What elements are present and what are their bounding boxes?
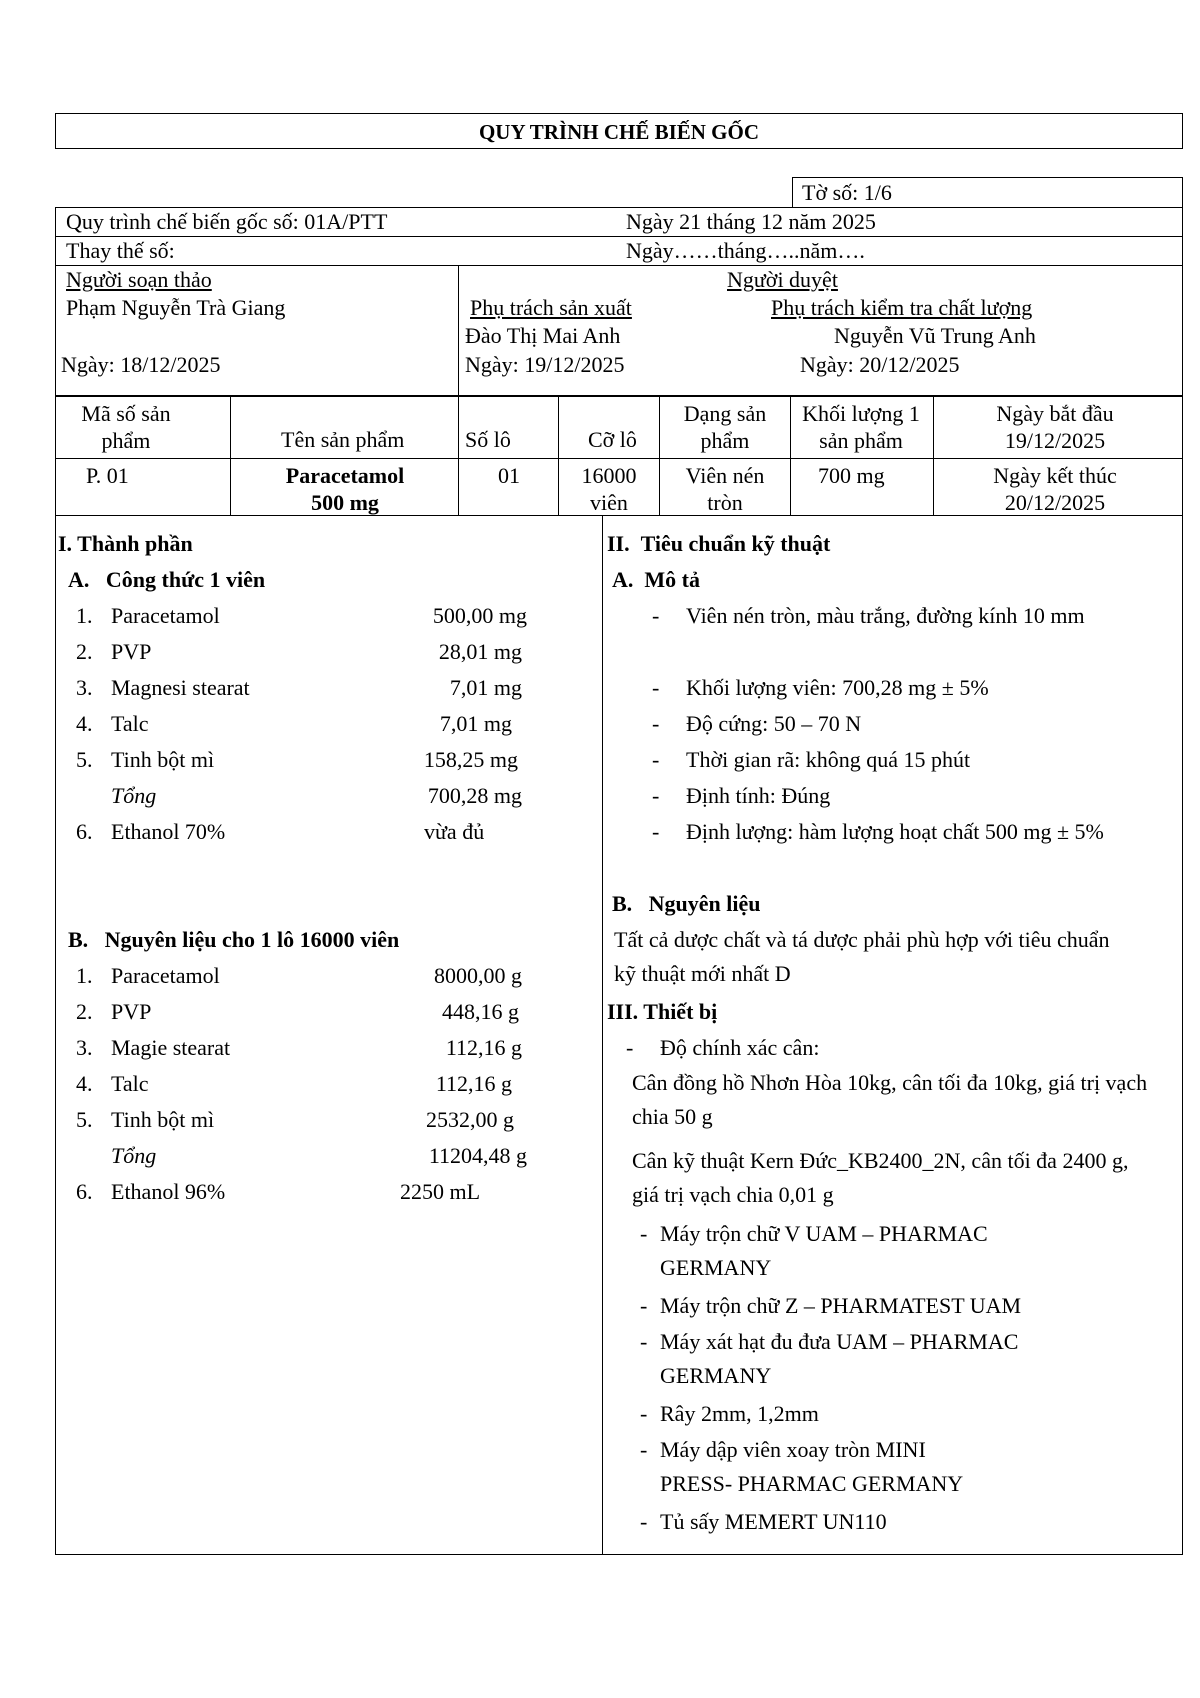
bullet-dash: - [652,711,660,736]
drafter-date: Ngày: 18/12/2025 [61,352,221,377]
equipment-title: III. Thiết bị [607,999,718,1024]
batch-row [0,998,600,1026]
ingredient-name: Ethanol 96% [111,1179,226,1204]
ingredient-amount: vừa đủ [424,819,485,844]
product-name: Paracetamol 500 mg [285,463,405,515]
header-mass: Khối lượng 1 sản phẩm [802,401,920,453]
drafter-title: Người soạn thảo [66,267,212,292]
row-number: 3. [76,675,93,700]
composition-title: I. Thành phần [58,531,193,556]
scale-1: Cân đồng hồ Nhơn Hòa 10kg, cân tối đa 10kg, giá trị vạch chia 50 g [632,1070,1148,1129]
bullet-dash: - [652,747,660,772]
bullet-dash: - [640,1293,648,1318]
header-product-name: Tên sản phẩm [281,427,405,452]
batch-row [0,1178,600,1206]
ingredient-amount: 7,01 mg [439,711,512,736]
ingredient-name: PVP [111,999,152,1024]
col-divider [790,396,791,516]
qc-title: Phụ trách kiểm tra chất lượng [771,295,1033,320]
ingredient-amount: 11204,48 g [428,1143,527,1168]
ingredient-amount: 112,16 g [445,1035,522,1060]
batch-row [0,1070,600,1098]
bullet-dash: - [640,1221,648,1246]
product-batch-size: 16000 viên [581,463,637,515]
batch-total-row [0,1142,600,1170]
col-divider [659,396,660,516]
batch-row [0,1034,600,1062]
ingredient-amount: 28,01 mg [438,639,522,664]
product-lot: 01 [498,463,520,488]
row-number: 2. [76,639,93,664]
product-table-row-divider [55,458,1183,459]
batch-row [0,962,600,990]
row-number: 2. [76,999,93,1024]
formula-row [0,674,600,702]
drafter-name: Phạm Nguyễn Trà Giang [66,295,286,320]
row-number: 4. [76,711,93,736]
ingredient-amount: 158,25 mg [423,747,518,772]
equipment-item: Rây 2mm, 1,2mm [660,1401,819,1426]
formula-row [0,746,600,774]
formula-row [0,602,600,630]
header-form: Dạng sản phẩm [683,401,767,453]
qc-date: Ngày: 20/12/2025 [800,352,960,377]
scale-accuracy-label: Độ chính xác cân: [660,1035,820,1060]
body-divider [602,515,603,1555]
product-end-date: Ngày kết thúc 20/12/2025 [993,463,1117,515]
formula-row [0,638,600,666]
bullet-dash: - [652,783,660,808]
batch-row [0,1106,600,1134]
description-item: Định lượng: hàm lượng hoạt chất 500 mg ± 5% [686,819,1104,844]
bullet-dash: - [640,1437,648,1462]
ingredient-name: Tổng [111,783,157,808]
ingredient-name: Paracetamol [111,963,220,988]
equipment-item: Máy trộn chữ V UAM – PHARMAC GERMANY [660,1221,988,1280]
bullet-dash: - [652,675,660,700]
product-code: P. 01 [86,463,129,488]
replace-date: Ngày……tháng…..năm…. [626,238,865,263]
bullet-dash: - [640,1509,648,1534]
description-item: Thời gian rã: không quá 15 phút [686,747,971,772]
qc-name: Nguyễn Vũ Trung Anh [834,323,1036,348]
process-date: Ngày 21 tháng 12 năm 2025 [626,209,876,234]
row-number: 4. [76,1071,93,1096]
equipment-item: Máy trộn chữ Z – PHARMATEST UAM [660,1293,1022,1318]
signature-divider [458,265,459,396]
col-divider [558,396,559,516]
product-mass: 700 mg [818,463,885,488]
header-product-code: Mã số sản phẩm [81,401,171,453]
ingredient-name: Tổng [111,1143,157,1168]
bullet-dash: - [626,1035,634,1060]
description-item: Viên nén tròn, màu trắng, đường kính 10 mm [686,603,1085,628]
row-number: 5. [76,1107,93,1132]
equipment-item: Tủ sấy MEMERT UN110 [660,1509,887,1534]
ingredient-amount: 7,01 mg [449,675,522,700]
col-divider [933,396,934,516]
sheet-number: Tờ số: 1/6 [802,180,892,205]
ingredient-amount: 8000,00 g [434,963,522,988]
formula-total-row [0,782,600,810]
formula-title: A. Công thức 1 viên [68,567,266,592]
bullet-dash: - [652,819,660,844]
equipment-item: Máy dập viên xoay tròn MINI PRESS- PHARMAC GERMANY [660,1437,964,1496]
header-batch-size: Cỡ lô [588,427,637,452]
approver-title: Người duyệt [727,267,838,292]
row-number: 5. [76,747,93,772]
description-item: Độ cứng: 50 – 70 N [686,711,862,736]
material-text: Tất cả dược chất và tá dược phải phù hợp với tiêu chuẩn kỹ thuật mới nhất D [614,927,1110,986]
production-date: Ngày: 19/12/2025 [465,352,625,377]
ingredient-amount: 2532,00 g [426,1107,514,1132]
document-title: QUY TRÌNH CHẾ BIẾN GỐC [478,120,760,144]
header-divider [55,236,1183,237]
replace-number: Thay thế số: [66,238,175,263]
row-number: 1. [76,963,93,988]
row-number: 1. [76,603,93,628]
ingredient-name: Tinh bột mì [111,1107,215,1132]
equipment-item: Máy xát hạt đu đưa UAM – PHARMAC GERMANY [660,1329,1019,1388]
header-lot: Số lô [465,427,511,452]
row-number: 6. [76,1179,93,1204]
ingredient-name: Paracetamol [111,603,220,628]
product-form: Viên nén tròn [685,463,765,515]
row-number: 6. [76,819,93,844]
ingredient-name: Ethanol 70% [111,819,226,844]
ingredient-amount: 700,28 mg [427,783,522,808]
ingredient-name: Talc [111,711,149,736]
row-number: 3. [76,1035,93,1060]
production-title: Phụ trách sản xuất [470,295,632,320]
scale-2: Cân kỹ thuật Kern Đức_KB2400_2N, cân tối đa 2400 g, giá trị vạch chia 0,01 g [632,1148,1129,1207]
ingredient-name: PVP [111,639,152,664]
ingredient-name: Talc [111,1071,149,1096]
standards-title: II. Tiêu chuẩn kỹ thuật [607,531,831,556]
formula-row [0,818,600,846]
ingredient-amount: 112,16 g [435,1071,512,1096]
description-title: A. Mô tả [612,567,700,592]
ingredient-amount: 500,00 mg [432,603,527,628]
ingredient-amount: 2250 mL [400,1179,481,1204]
bullet-dash: - [640,1329,648,1354]
header-start-date: Ngày bắt đầu 19/12/2025 [996,401,1114,453]
production-name: Đào Thị Mai Anh [465,323,621,348]
batch-title: B. Nguyên liệu cho 1 lô 16000 viên [68,927,400,952]
col-divider [458,396,459,516]
description-item: Định tính: Đúng [686,783,831,808]
ingredient-amount: 448,16 g [442,999,519,1024]
description-item: Khối lượng viên: 700,28 mg ± 5% [686,675,989,700]
material-title: B. Nguyên liệu [612,891,761,916]
formula-row [0,710,600,738]
bullet-dash: - [640,1401,648,1426]
ingredient-name: Magnesi stearat [111,675,250,700]
process-number: Quy trình chế biến gốc số: 01A/PTT [66,209,388,234]
ingredient-name: Magie stearat [111,1035,231,1060]
bullet-dash: - [652,603,660,628]
ingredient-name: Tinh bột mì [111,747,215,772]
col-divider [230,396,231,516]
